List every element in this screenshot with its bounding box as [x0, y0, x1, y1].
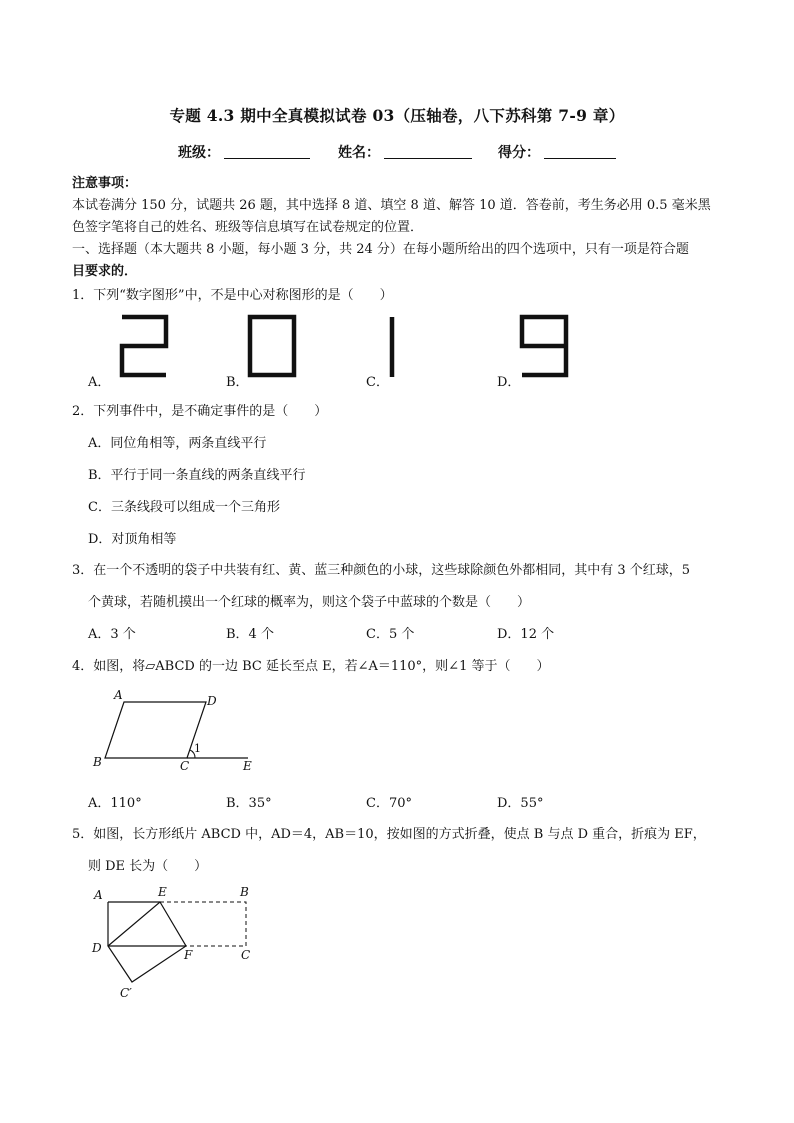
notice-line-2: 色签字笔将自己的姓名、班级等信息填写在试卷规定的位置． [72, 220, 424, 235]
question-3-stem-line-2: 个黄球，若随机摸出一个红球的概率为，则这个袋子中蓝球的个数是（ ） [88, 595, 531, 610]
label-C: C [241, 948, 251, 962]
question-3-option-b: B．4 个 [226, 627, 274, 642]
label-D: D [92, 941, 102, 955]
class-field [178, 142, 310, 162]
question-4-option-c: C．70° [366, 796, 412, 811]
question-2-option-c: C．三条线段可以组成一个三角形 [88, 500, 280, 515]
digit-1-figure [386, 313, 398, 379]
score-field [498, 142, 616, 162]
label-A: A [94, 888, 103, 902]
class-blank [224, 144, 310, 159]
label-A: A [114, 688, 123, 702]
score-label: 得分： [498, 145, 540, 161]
exam-title: 专题 4.3 期中全真模拟试卷 03（压轴卷，八下苏科第 7-9 章） [169, 106, 625, 125]
notice-line-1: 本试卷满分 150 分，试题共 26 题，其中选择 8 道、填空 8 道、解答 10 道．答卷前，考生务必用 0.5 毫米黑 [72, 198, 711, 213]
question-5-stem-line-2: 则 DE 长为（ ） [88, 859, 208, 874]
question-2-stem: 2．下列事件中，是不确定事件的是（ ） [72, 404, 328, 419]
question-3-stem-line-1: 3．在一个不透明的袋子中共装有红、黄、蓝三种颜色的小球，这些球除颜色外都相同，其中有 3 个红球，5 [72, 563, 691, 578]
question-1-option-a: A． [88, 375, 111, 390]
section-1-line-2: 目要求的． [72, 264, 138, 279]
name-field [338, 142, 472, 162]
question-4-option-a: A．110° [88, 796, 142, 811]
question-5-stem-line-1: 5．如图，长方形纸片 ABCD 中，AD＝4，AB＝10，按如图的方式折叠，使点 B 与点 D 重合，折痕为 EF， [72, 827, 706, 842]
question-3-option-a: A．3 个 [88, 627, 136, 642]
folded-rectangle-figure [88, 884, 268, 1004]
question-2-option-a: A．同位角相等，两条直线平行 [88, 436, 267, 451]
label-C: C [180, 759, 190, 773]
question-2-option-b: B．平行于同一条直线的两条直线平行 [88, 468, 306, 483]
label-E: E [158, 885, 167, 899]
label-E: E [243, 759, 252, 773]
class-label: 班级： [178, 145, 220, 161]
digit-0-figure [246, 313, 298, 379]
question-2-option-d: D．对顶角相等 [88, 532, 177, 547]
label-angle-1: 1 [194, 742, 201, 755]
digit-9-figure [518, 313, 570, 379]
question-1-option-c: C． [366, 375, 389, 390]
name-blank [384, 144, 472, 159]
question-1-option-b: B． [226, 375, 249, 390]
question-4-option-b: B．35° [226, 796, 272, 811]
digit-2-figure [118, 313, 170, 379]
question-3-option-c: C．5 个 [366, 627, 415, 642]
label-B: B [240, 885, 249, 899]
label-C-prime: C′ [120, 986, 132, 1000]
label-D: D [207, 694, 217, 708]
parallelogram-figure [90, 686, 270, 776]
question-4-option-d: D．55° [497, 796, 544, 811]
question-1-option-d: D． [497, 375, 521, 390]
score-blank [544, 144, 616, 159]
question-4-stem: 4．如图，将▱ABCD 的一边 BC 延长至点 E，若∠A＝110°，则∠1 等于（ ） [72, 659, 550, 674]
section-1-line-1: 一、选择题（本大题共 8 小题，每小题 3 分，共 24 分）在每小题所给出的四个选项中，只有一项是符合题 [72, 242, 689, 257]
notice-heading: 注意事项： [72, 176, 138, 191]
question-3-option-d: D．12 个 [497, 627, 555, 642]
label-F: F [184, 948, 193, 962]
name-label: 姓名： [338, 145, 380, 161]
label-B: B [93, 755, 102, 769]
question-1-stem: 1．下列“数字图形”中，不是中心对称图形的是（ ） [72, 288, 393, 303]
